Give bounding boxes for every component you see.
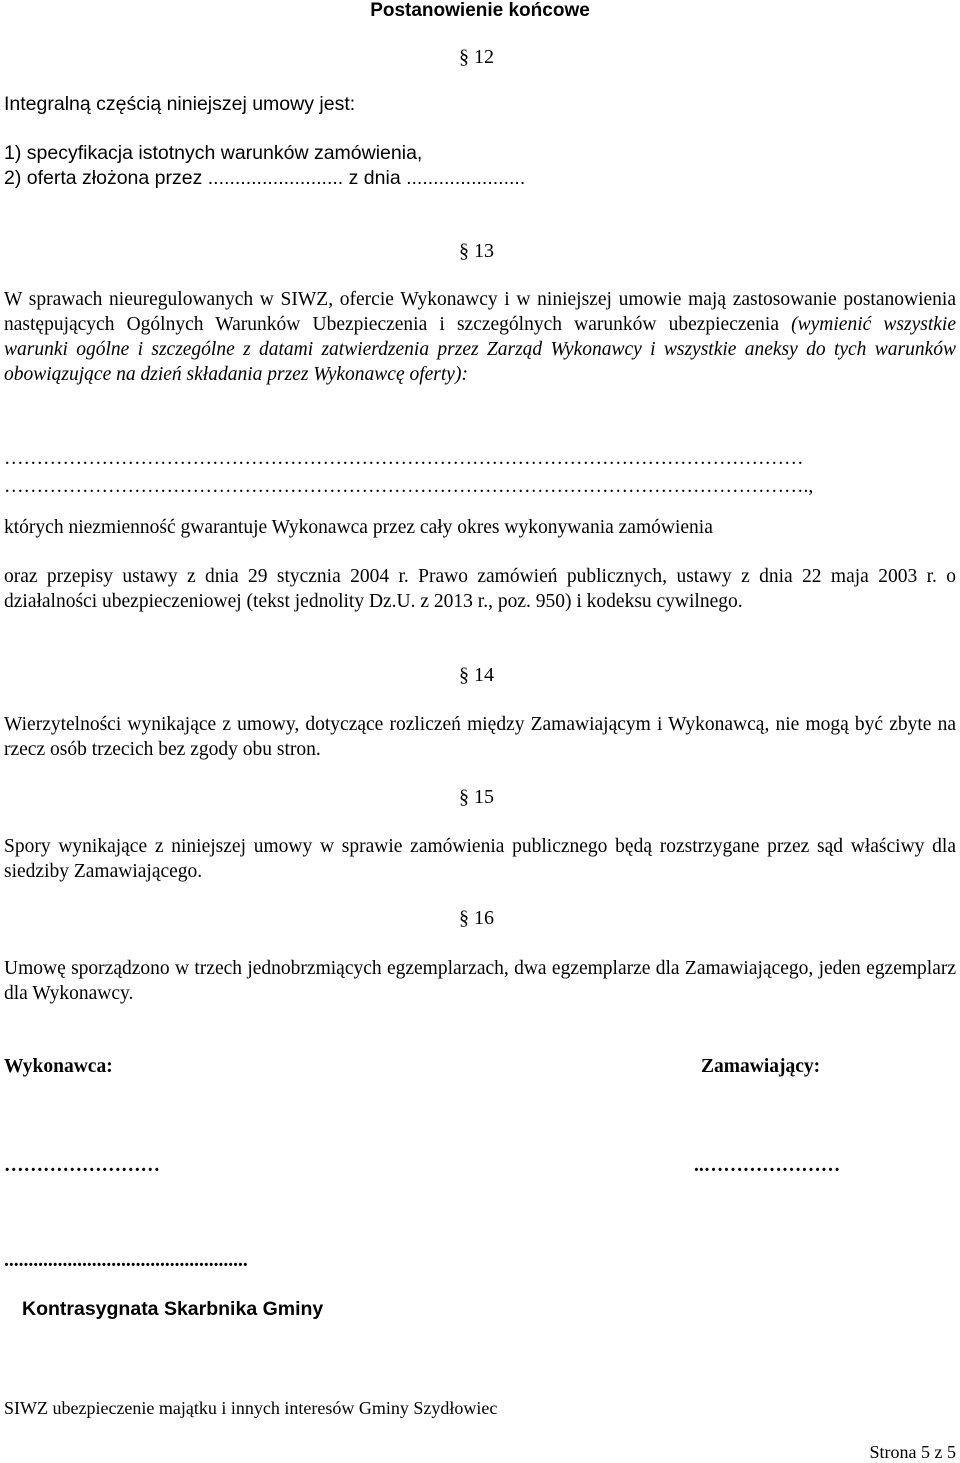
section-12-item-1: 1) specyfikacja istotnych warunków zamówienia, [4,142,423,164]
section-16-text: Umowę sporządzono w trzech jednobrzmiących egzemplarzach, dwa egzemplarze dla Zamawiającego, jeden egzemplarz dla Wykonawcy. [4,958,956,1004]
section-16-number: § 16 [459,907,494,929]
section-13-dots-1: …………………………………………………………………………………………………………… [4,448,804,469]
contractor-label: Wykonawca: [4,1056,113,1077]
client-label: Zamawiający: [701,1056,821,1077]
section-13-guarantee: których niezmienność gwarantuje Wykonawca przez cały okres wykonywania zamówienia [4,517,713,538]
page-heading [0,0,960,22]
contractor-signature-line: …………………… [4,1155,160,1176]
client-signature-line: ..………………… [694,1155,841,1176]
section-13-text-plain: W sprawach nieuregulowanych w SIWZ, ofercie Wykonawcy i w niniejszej umowie mają zastosowanie postanowienia następujących Ogólnych Warunków Ubezpieczenia i szczególnych warunków ubezpieczenia [4,289,956,335]
section-15-text: Spory wynikające z niniejszej umowy w sprawie zamówienia publicznego będą rozstrzygane przez sąd właściwy dla siedziby Zamawiającego. [4,836,956,882]
page-title: Postanowienie końcowe [370,0,590,21]
section-14-number: § 14 [459,664,494,686]
footer-page-number: Strona 5 z 5 [869,1442,956,1462]
footer-document-title: SIWZ ubezpieczenie majątku i innych interesów Gminy Szydłowiec [4,1398,498,1418]
section-15-number: § 15 [459,786,494,808]
treasurer-label: Kontrasygnata Skarbnika Gminy [22,1298,324,1320]
treasurer-signature-line: .................................................. [4,1250,248,1271]
section-14-text: Wierzytelności wynikające z umowy, dotyczące rozliczeń między Zamawiającym i Wykonawcą, nie mogą być zbyte na rzecz osób trzecich bez zgody obu stron. [4,714,956,760]
section-13-dots-2: ……………………………………………………………………………………………………………., [4,476,814,497]
section-12-intro: Integralną częścią niniejszej umowy jest: [4,93,356,115]
section-13-laws: oraz przepisy ustawy z dnia 29 stycznia 2004 r. Prawo zamówień publicznych, ustawy z dnia 22 maja 2003 r. o działalności ubezpieczeniowej (tekst jednolity Dz.U. z 2013 r., poz. 950) i kodeksu cywilnego. [4,566,956,612]
section-13-text [4,287,956,387]
section-12-item-2: 2) oferta złożona przez ......................... z dnia ...................... [4,167,526,189]
section-13-number: § 13 [459,240,494,262]
section-13-text-italic: (wymienić wszystkie warunki ogólne i szczególne z datami zatwierdzenia przez Zarząd Wykonawcy i wszystkie aneksy do tych warunków obowiązujące na dzień składania przez Wykonawcę oferty): [4,314,956,385]
section-12-number: § 12 [459,46,494,68]
